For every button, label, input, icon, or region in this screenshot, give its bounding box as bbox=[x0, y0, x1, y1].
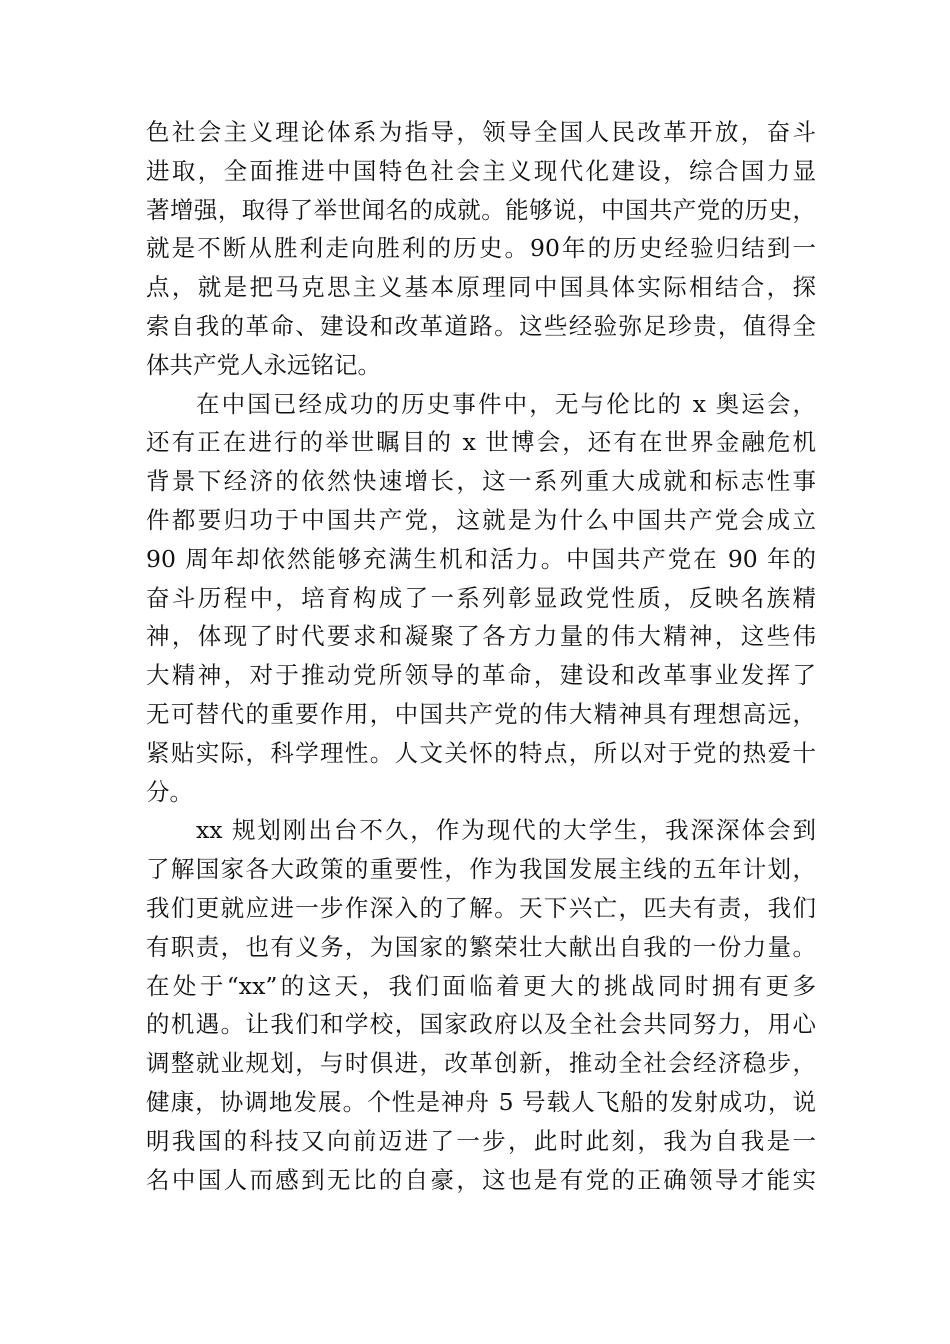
text-line: 在处于“xx”的这天，我们面临着更大的挑战同时拥有更多 bbox=[146, 971, 816, 1000]
text-line: 著增强，取得了举世闻名的成就。能够说，中国共产党的历史， bbox=[146, 195, 816, 224]
document-body bbox=[146, 113, 816, 1199]
text-line: 调整就业规划，与时俱进，改革创新，推动全社会经济稳步， bbox=[146, 1049, 816, 1078]
text-line: 就是不断从胜利走向胜利的历史。90年的历史经验归结到一 bbox=[146, 234, 816, 263]
text-line: 进取，全面推进中国特色社会主义现代化建设，综合国力显 bbox=[146, 156, 816, 185]
text-line: 的机遇。让我们和学校，国家政府以及全社会共同努力，用心 bbox=[146, 1010, 816, 1039]
text-line: 90 周年却依然能够充满生机和活力。中国共产党在 90 年的 bbox=[146, 544, 816, 573]
text-line: 背景下经济的依然快速增长，这一系列重大成就和标志性事 bbox=[146, 467, 816, 496]
text-line: 在中国已经成功的历史事件中，无与伦比的 x 奥运会， bbox=[196, 389, 816, 418]
text-line: 神，体现了时代要求和凝聚了各方力量的伟大精神，这些伟 bbox=[146, 622, 816, 651]
text-line: 名中国人而感到无比的自豪，这也是有党的正确领导才能实 bbox=[146, 1165, 816, 1194]
text-line: 索自我的革命、建设和改革道路。这些经验弥足珍贵，值得全 bbox=[146, 311, 816, 340]
text-line: 色社会主义理论体系为指导，领导全国人民改革开放，奋斗 bbox=[146, 118, 816, 146]
text-line: 奋斗历程中，培育构成了一系列彰显政党性质，反映名族精 bbox=[146, 583, 816, 612]
text-line: 了解国家各大政策的重要性，作为我国发展主线的五年计划， bbox=[146, 855, 816, 884]
text-line: 大精神，对于推动党所领导的革命，建设和改革事业发挥了 bbox=[146, 661, 816, 690]
text-line: 体共产党人永远铭记。 bbox=[146, 350, 381, 379]
text-line: 有职责，也有义务，为国家的繁荣壮大献出自我的一份力量。 bbox=[146, 932, 816, 961]
paragraph bbox=[146, 113, 816, 385]
text-line: 分。 bbox=[146, 777, 193, 806]
text-line: 健康，协调地发展。个性是神舟 5 号载人飞船的发射成功，说 bbox=[146, 1087, 816, 1116]
text-line: 点，就是把马克思主义基本原理同中国具体实际相结合，探 bbox=[146, 273, 816, 302]
text-line: 我们更就应进一步作深入的了解。天下兴亡，匹夫有责，我们 bbox=[146, 893, 816, 922]
paragraph bbox=[146, 811, 816, 1199]
text-line: 无可替代的重要作用，中国共产党的伟大精神具有理想高远， bbox=[146, 699, 816, 728]
text-line: 件都要归功于中国共产党，这就是为什么中国共产党会成立 bbox=[146, 505, 816, 534]
text-line: 明我国的科技又向前迈进了一步，此时此刻，我为自我是一 bbox=[146, 1126, 816, 1155]
text-line: xx 规划刚出台不久，作为现代的大学生，我深深体会到 bbox=[196, 816, 816, 845]
paragraph bbox=[146, 385, 816, 812]
text-line: 紧贴实际，科学理性。人文关怀的特点，所以对于党的热爱十 bbox=[146, 738, 816, 767]
text-line: 还有正在进行的举世瞩目的 x 世博会，还有在世界金融危机 bbox=[146, 428, 816, 457]
